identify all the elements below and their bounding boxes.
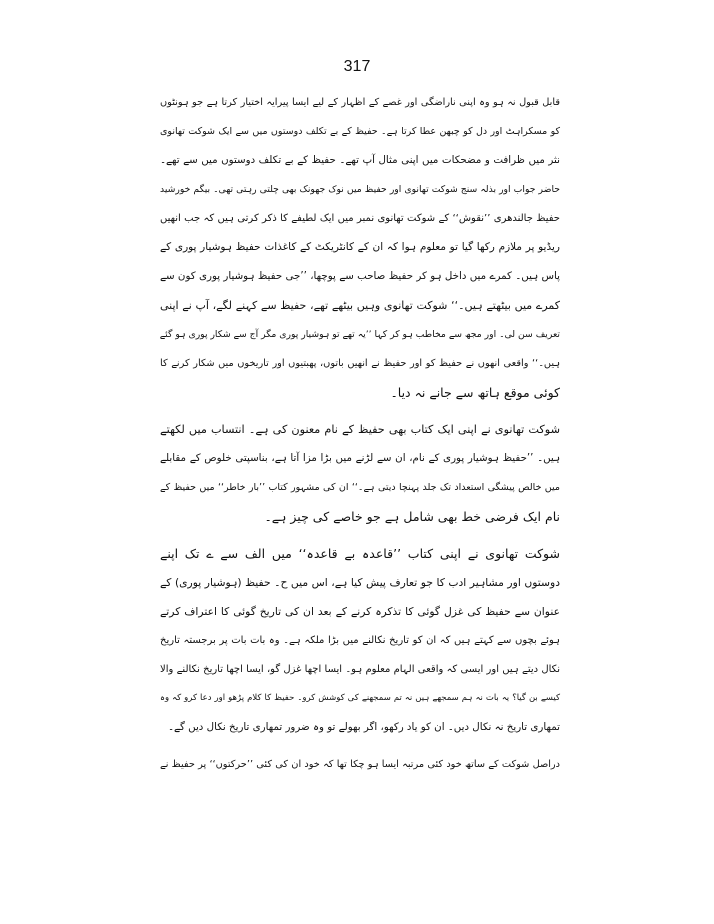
text-line: عنوان سے حفیظ کی غزل گوئی کا تذکرہ کرنے کے بعد ان کی تاریخ گوئی کا اعتراف کرتے bbox=[160, 605, 560, 618]
page-number: 317 bbox=[343, 58, 371, 75]
text-line: کمرے میں بیٹھتے ہیں۔‘‘ شوکت تھانوی وہیں بیٹھے تھے، حفیظ سے کہنے لگے، آپ نے اپنی bbox=[160, 299, 560, 312]
text-line: حاضر جواب اور بذلہ سنج شوکت تھانوی اور حفیظ میں نوک جھونک بھی چلتی رہتی تھی۔ بیگم خورشید bbox=[160, 184, 560, 195]
text-line: نام ایک فرضی خط بھی شامل ہے جو خاصے کی چیز ہے۔ bbox=[264, 509, 560, 524]
text-line: تعریف سن لی۔ اور مجھ سے مخاطب ہو کر کہا ’’یہ تھے تو ہوشیار پوری مگر آج سے شکار پوری ہو گئے bbox=[159, 329, 560, 340]
text-line: نثر میں ظرافت و مضحکات میں اپنی مثال آپ تھے۔ حفیظ کے بے تکلف دوستوں میں سے تھے۔ bbox=[160, 154, 560, 166]
text-line: کوئی موقع ہاتھ سے جانے نہ دیا۔ bbox=[390, 385, 560, 400]
text-line: کیسے بن گیا؟ یہ بات نہ ہم سمجھے ہیں نہ تم سمجھنے کی کوشش کرو۔ حفیظ کا کلام پڑھو اور دعا کرو کہ وہ bbox=[160, 693, 560, 703]
paragraph-gap bbox=[160, 407, 560, 415]
text-line: میں خالص پیشگی استعداد تک جلد پہنچا دیتی ہے۔‘‘ ان کی مشہور کتاب ’’بار خاطر‘‘ میں حفیظ کے bbox=[160, 482, 560, 493]
text-line: تمھاری تاریخ نہ نکال دیں۔ ان کو یاد رکھو، اگر بھولے تو وہ ضرور تمھاری تاریخ نکال دیں گے۔ bbox=[168, 721, 560, 733]
paragraph-1 bbox=[160, 88, 560, 407]
text-line: ہیں۔‘‘ واقعی انھوں نے حفیظ کو اور حفیظ نے انھیں باتوں، پھبتیوں اور تاریخوں میں شکار کرنے کا bbox=[160, 358, 560, 369]
text-line: شوکت تھانوی نے اپنی کتاب ’’قاعدہ بے قاعدہ‘‘ میں الف سے ے تک اپنے bbox=[160, 546, 560, 561]
paragraph-gap bbox=[160, 742, 560, 750]
text-line: پاس ہیں۔ کمرے میں داخل ہو کر حفیظ صاحب سے پوچھا، ’’جی حفیظ ہوشیار پوری کون سے bbox=[160, 270, 560, 282]
text-line: دوستوں اور مشاہیر ادب کا جو تعارف پیش کیا ہے، اس میں ح۔ حفیظ (ہوشیار پوری) کے bbox=[160, 576, 560, 589]
text-line: ریڈیو پر ملازم رکھا گیا تو معلوم ہوا کہ ان کے کانٹریکٹ کے کاغذات حفیظ ہوشیار پوری کے bbox=[160, 241, 560, 253]
text-line: ہوئے بچوں سے کہتے ہیں کہ ان کو تاریخ نکالنے میں بڑا ملکہ ہے۔ وہ بات بات پر برجستہ تاریخ bbox=[160, 635, 560, 646]
paragraph-3 bbox=[160, 539, 560, 742]
paragraph-gap bbox=[160, 531, 560, 539]
text-line: حفیظ جالندھری ’’نقوش‘‘ کے شوکت تھانوی نمبر میں ایک لطیفے کا ذکر کرتی ہیں کہ جب انھیں bbox=[160, 213, 560, 224]
text-line: نکال دیتے ہیں اور ایسی کہ واقعی الہام معلوم ہو۔ ایسا اچھا غزل گو، ایسا اچھا تاریخ نکالنے والا bbox=[160, 664, 560, 675]
paragraph-4 bbox=[160, 750, 560, 779]
text-line: قابل قبول نہ ہو وہ اپنی ناراضگی اور غصے کے اظہار کے لیے ایسا پیرایہ اختیار کرتا ہے جو ہونٹوں bbox=[160, 97, 560, 108]
text-line: دراصل شوکت کے ساتھ خود کئی مرتبہ ایسا ہو چکا تھا کہ خود ان کی کئی ’’حرکتوں‘‘ پر حفیظ نے bbox=[160, 759, 560, 770]
paragraph-2 bbox=[160, 415, 560, 531]
body-text bbox=[160, 88, 560, 779]
text-line: کو مسکراہٹ اور دل کو چبھن عطا کرتا ہے۔ حفیظ کے بے تکلف دوستوں میں سے ایک شوکت تھانوی bbox=[160, 126, 560, 137]
text-line: ہیں۔ ’’حفیظ ہوشیار پوری کے نام، ان سے لڑنے میں بڑا مزا آتا ہے، بناسپتی خلوص کے مقابلے bbox=[160, 452, 560, 464]
text-line: شوکت تھانوی نے اپنی ایک کتاب بھی حفیظ کے نام معنون کی ہے۔ انتساب میں لکھتے bbox=[160, 423, 560, 436]
